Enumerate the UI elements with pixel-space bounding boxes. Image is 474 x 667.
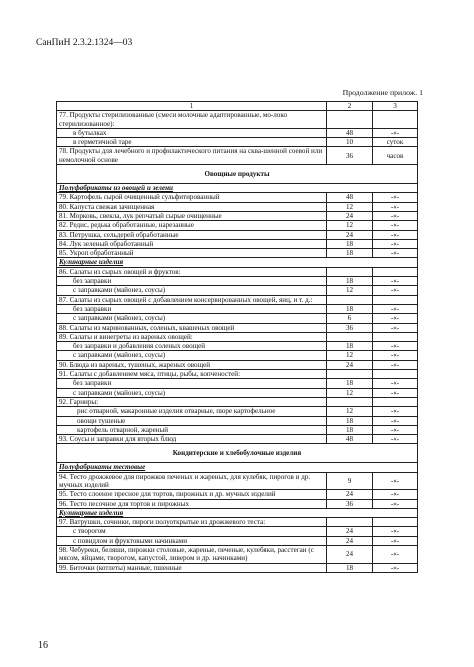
storage-unit-cell: -«- (373, 379, 418, 388)
product-name-cell: 83. Петрушка, сельдерей обработанные (57, 230, 327, 239)
table-row (57, 499, 418, 508)
storage-value-cell: 18 (327, 425, 373, 434)
storage-value-cell: 36 (327, 147, 373, 165)
storage-value-cell: 18 (327, 239, 373, 248)
storage-value-cell (327, 397, 373, 406)
table-row (57, 490, 418, 499)
storage-value-cell: 12 (327, 407, 373, 416)
storage-unit-cell: -«- (373, 304, 418, 313)
storage-value-cell: 18 (327, 379, 373, 388)
subsection-heading: Полуфабрикаты тестовые (57, 463, 418, 472)
table-row (57, 370, 418, 379)
table-row (57, 342, 418, 351)
storage-unit-cell (373, 111, 418, 129)
product-name-cell: 98. Чебуреки, беляши, пирожки столовые, жареные, печеные, кулебяки, расстегаи (с мясом, яйцами, творогом, капустой, ливером и др. начинками) (57, 546, 327, 564)
storage-value-cell: 18 (327, 342, 373, 351)
storage-unit-cell: -«- (373, 435, 418, 444)
product-name-cell: с повидлом и фруктовыми начинками (57, 536, 327, 545)
product-name-cell: 90. Блюда из вареных, тушеных, жареных овощей (57, 360, 327, 369)
storage-unit-cell (373, 370, 418, 379)
subsection-heading-row (57, 463, 418, 472)
storage-value-cell: 24 (327, 360, 373, 369)
table-row (57, 546, 418, 564)
storage-value-cell: 9 (327, 472, 373, 490)
storage-value-cell (327, 518, 373, 527)
storage-unit-cell: -«- (373, 563, 418, 572)
table-row (57, 304, 418, 313)
storage-unit-cell: -«- (373, 388, 418, 397)
col-header-3: 3 (373, 102, 418, 111)
storage-unit-cell: -«- (373, 425, 418, 434)
storage-unit-cell: -«- (373, 239, 418, 248)
storage-value-cell: 18 (327, 416, 373, 425)
product-name-cell: с заправками (майонез, соусы) (57, 351, 327, 360)
storage-unit-cell: -«- (373, 249, 418, 258)
storage-unit-cell: -«- (373, 416, 418, 425)
storage-unit-cell: -«- (373, 128, 418, 137)
storage-value-cell: 12 (327, 202, 373, 211)
product-name-cell: овощи тушеные (57, 416, 327, 425)
continuation-label: Продолжение прилож. 1 (342, 88, 423, 97)
product-name-cell: без заправки (57, 304, 327, 313)
storage-unit-cell: -«- (373, 323, 418, 332)
table-row (57, 147, 418, 165)
storage-value-cell (327, 295, 373, 304)
product-name-cell: без заправки (57, 379, 327, 388)
storage-unit-cell: -«- (373, 230, 418, 239)
table-row (57, 425, 418, 434)
product-name-cell: 91. Салаты с добавлением мяса, птицы, рыбы, копченостей: (57, 370, 327, 379)
storage-unit-cell: -«- (373, 351, 418, 360)
product-name-cell: 94. Тесто дрожжевое для пирожков печеных и жареных, для кулебяк, пирогов и др. мучных изделий (57, 472, 327, 490)
section-heading: Овощные продукты (57, 165, 418, 184)
table-row (57, 239, 418, 248)
table-row (57, 323, 418, 332)
product-name-cell: 95. Тесто слоеное пресное для тортов, пирожных и др. мучных изделий (57, 490, 327, 499)
storage-value-cell: 18 (327, 304, 373, 313)
storage-unit-cell: -«- (373, 536, 418, 545)
storage-value-cell: 6 (327, 314, 373, 323)
product-name-cell: 81. Морковь, свекла, лук репчатый сырые очищенные (57, 211, 327, 220)
col-header-1: 1 (57, 102, 327, 111)
product-name-cell: рис отварной, макаронные изделия отварные, пюре картофельное (57, 407, 327, 416)
storage-value-cell: 48 (327, 193, 373, 202)
storage-unit-cell (373, 332, 418, 341)
table-row (57, 518, 418, 527)
table-row (57, 332, 418, 341)
product-name-cell: с заправками (майонез, соусы) (57, 314, 327, 323)
table-row (57, 407, 418, 416)
storage-unit-cell: суток (373, 138, 418, 147)
storage-value-cell: 48 (327, 128, 373, 137)
storage-value-cell (327, 111, 373, 129)
product-name-cell: без заправки и добавления соленых овощей (57, 342, 327, 351)
storage-unit-cell (373, 295, 418, 304)
storage-unit-cell: -«- (373, 211, 418, 220)
section-heading-row (57, 165, 418, 184)
table-row (57, 351, 418, 360)
table-row (57, 211, 418, 220)
storage-unit-cell (373, 267, 418, 276)
table-row (57, 416, 418, 425)
storage-unit-cell: -«- (373, 202, 418, 211)
table-row (57, 397, 418, 406)
table-row (57, 202, 418, 211)
subsection-heading-row (57, 184, 418, 193)
table-row (57, 128, 418, 137)
product-name-cell: картофель отварной, жареный (57, 425, 327, 434)
subsection-heading-row (57, 258, 418, 267)
storage-value-cell (327, 267, 373, 276)
subsection-heading-row (57, 508, 418, 517)
table-row (57, 435, 418, 444)
product-name-cell: 77. Продукты стерилизованные (смеси молочные адаптированные, мо-локо стерилизованное): (57, 111, 327, 129)
product-name-cell: 86. Салаты из сырых овощей и фруктов: (57, 267, 327, 276)
product-name-cell: 80. Капуста свежая зачищенная (57, 202, 327, 211)
table-row (57, 295, 418, 304)
storage-unit-cell: -«- (373, 490, 418, 499)
storage-unit-cell: -«- (373, 360, 418, 369)
storage-value-cell: 12 (327, 221, 373, 230)
storage-value-cell (327, 370, 373, 379)
product-name-cell: 97. Ватрушки, сочники, пироги полуоткрытые из дрожжевого теста: (57, 518, 327, 527)
product-name-cell: 92. Гарниры: (57, 397, 327, 406)
storage-unit-cell: -«- (373, 499, 418, 508)
storage-value-cell: 12 (327, 351, 373, 360)
storage-value-cell: 24 (327, 490, 373, 499)
storage-unit-cell: -«- (373, 277, 418, 286)
storage-value-cell: 12 (327, 286, 373, 295)
page-number: 16 (38, 640, 48, 651)
col-header-2: 2 (327, 102, 373, 111)
product-name-cell: с заправками (майонез, соусы) (57, 286, 327, 295)
subsection-heading: Полуфабрикаты из овощей и зелени (57, 184, 418, 193)
storage-value-cell: 36 (327, 499, 373, 508)
table-row (57, 277, 418, 286)
product-name-cell: 78. Продукты для лечебного и профилактического питания на сква-шенной соевой или немолочной основе (57, 147, 327, 165)
product-name-cell: в герметичной таре (57, 138, 327, 147)
storage-terms-table (56, 101, 418, 573)
storage-value-cell: 24 (327, 211, 373, 220)
storage-value-cell: 18 (327, 249, 373, 258)
storage-value-cell (327, 332, 373, 341)
product-name-cell: 93. Соусы и заправки для вторых блюд (57, 435, 327, 444)
table-row (57, 388, 418, 397)
product-name-cell: 88. Салаты из маринованных, соленых, квашеных овощей (57, 323, 327, 332)
product-name-cell: в бутылках (57, 128, 327, 137)
section-heading-row (57, 444, 418, 463)
product-name-cell: 96. Тесто песочное для тортов и пирожных (57, 499, 327, 508)
table-row (57, 138, 418, 147)
table-row (57, 536, 418, 545)
table-row (57, 563, 418, 572)
table-row (57, 472, 418, 490)
storage-unit-cell: -«- (373, 472, 418, 490)
subsection-heading: Кулинарные изделия (57, 508, 418, 517)
storage-unit-cell: часов (373, 147, 418, 165)
product-name-cell: 85. Укроп обработанный (57, 249, 327, 258)
table-row (57, 111, 418, 129)
storage-unit-cell: -«- (373, 314, 418, 323)
product-name-cell: 84. Лук зеленый обработанный (57, 239, 327, 248)
table-row (57, 193, 418, 202)
storage-value-cell: 18 (327, 277, 373, 286)
product-name-cell: 99. Биточки (котлеты) манные, пшенные (57, 563, 327, 572)
table-header-row (57, 102, 418, 111)
storage-value-cell: 24 (327, 230, 373, 239)
storage-unit-cell: -«- (373, 407, 418, 416)
section-heading: Кондитерские и хлебобулочные изделия (57, 444, 418, 463)
storage-unit-cell: -«- (373, 342, 418, 351)
table-row (57, 230, 418, 239)
product-name-cell: с заправками (майонез, соусы) (57, 388, 327, 397)
storage-value-cell: 36 (327, 323, 373, 332)
storage-unit-cell: -«- (373, 221, 418, 230)
storage-unit-cell (373, 397, 418, 406)
table-row (57, 314, 418, 323)
storage-unit-cell: -«- (373, 286, 418, 295)
product-name-cell: 87. Салаты из сырых овощей с добавлением консервированных овощей, яиц, и т. д.: (57, 295, 327, 304)
storage-value-cell: 24 (327, 527, 373, 536)
table-row (57, 379, 418, 388)
table-row (57, 360, 418, 369)
table-row (57, 267, 418, 276)
subsection-heading: Кулинарные изделия (57, 258, 418, 267)
product-name-cell: 82. Редис, редька обработанные, нарезанные (57, 221, 327, 230)
storage-value-cell: 10 (327, 138, 373, 147)
storage-unit-cell: -«- (373, 546, 418, 564)
product-name-cell: 89. Салаты и винегреты из вареных овощей: (57, 332, 327, 341)
storage-value-cell: 24 (327, 546, 373, 564)
storage-unit-cell: -«- (373, 193, 418, 202)
table-row (57, 286, 418, 295)
storage-value-cell: 12 (327, 388, 373, 397)
storage-value-cell: 18 (327, 563, 373, 572)
table-row (57, 221, 418, 230)
product-name-cell: с творогом (57, 527, 327, 536)
storage-value-cell: 48 (327, 435, 373, 444)
product-name-cell: без заправки (57, 277, 327, 286)
product-name-cell: 79. Картофель сырой очищенный сульфитированный (57, 193, 327, 202)
table-row (57, 527, 418, 536)
storage-value-cell: 24 (327, 536, 373, 545)
storage-unit-cell (373, 518, 418, 527)
document-code: СанПиН 2.3.2.1324—03 (36, 38, 133, 48)
table-row (57, 249, 418, 258)
storage-unit-cell: -«- (373, 527, 418, 536)
